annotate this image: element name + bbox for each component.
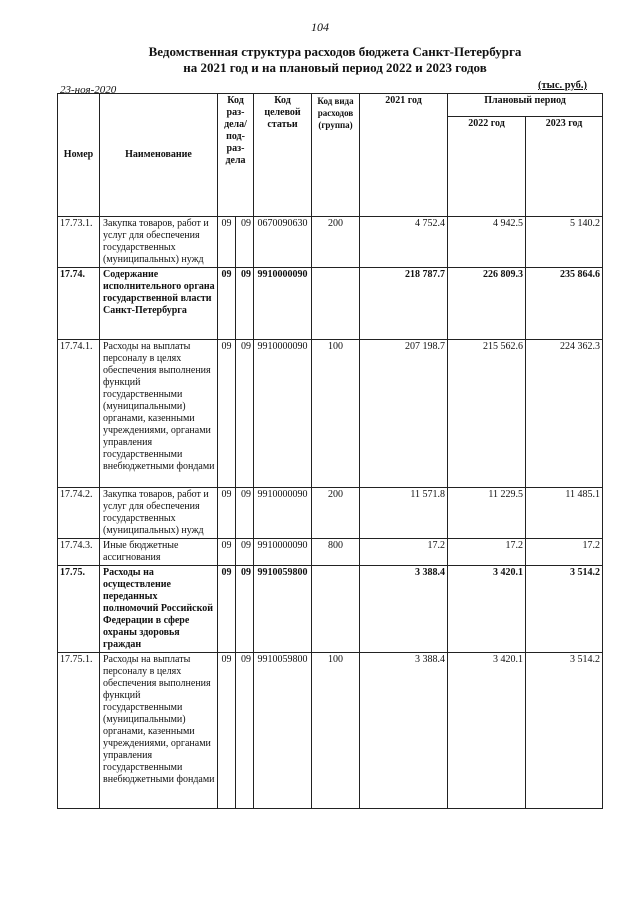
row-amount-2022: 11 229.5 <box>448 488 526 539</box>
row-number: 17.74.3. <box>58 539 100 566</box>
row-name: Закупка товаров, работ и услуг для обеспечения государственных (муниципальных) нужд <box>100 217 218 268</box>
title-line-1: Ведомственная структура расходов бюджета Санкт-Петербурга <box>148 44 522 59</box>
row-amount-2022: 226 809.3 <box>448 268 526 340</box>
row-expense-type <box>312 566 360 653</box>
row-amount-2022: 4 942.5 <box>448 217 526 268</box>
title-line-2: на 2021 год и на плановый период 2022 и 2023 годов <box>183 60 487 75</box>
row-amount-2021: 3 388.4 <box>360 566 448 653</box>
document-title <box>130 44 540 76</box>
row-expense-type: 100 <box>312 340 360 488</box>
header-target-code: Код целевой статьи <box>254 94 312 217</box>
header-number: Номер <box>58 94 100 217</box>
row-amount-2023: 3 514.2 <box>526 566 603 653</box>
header-plan-period: Плановый период <box>448 94 603 117</box>
row-amount-2021: 207 198.7 <box>360 340 448 488</box>
row-expense-type: 800 <box>312 539 360 566</box>
units-label: (тыс. руб.) <box>538 80 587 91</box>
row-expense-type: 200 <box>312 488 360 539</box>
row-target-code: 0670090630 <box>254 217 312 268</box>
table-row <box>58 340 603 488</box>
row-name: Иные бюджетные ассигнования <box>100 539 218 566</box>
table-row <box>58 268 603 340</box>
row-section: 09 <box>218 653 236 809</box>
document-date: 23-ноя-2020 <box>60 84 117 96</box>
header-name: Наименование <box>100 94 218 217</box>
header-2022: 2022 год <box>448 116 526 216</box>
row-amount-2021: 17.2 <box>360 539 448 566</box>
row-number: 17.74. <box>58 268 100 340</box>
row-subsection: 09 <box>236 653 254 809</box>
row-subsection: 09 <box>236 217 254 268</box>
row-amount-2022: 3 420.1 <box>448 566 526 653</box>
row-amount-2021: 11 571.8 <box>360 488 448 539</box>
row-target-code: 9910059800 <box>254 566 312 653</box>
row-subsection: 09 <box>236 566 254 653</box>
page-number: 104 <box>311 20 329 34</box>
table-row <box>58 217 603 268</box>
row-amount-2023: 224 362.3 <box>526 340 603 488</box>
row-expense-type <box>312 268 360 340</box>
row-amount-2023: 235 864.6 <box>526 268 603 340</box>
row-name: Расходы на осуществление переданных полномочий Российской Федерации в сфере охраны здоровья граждан <box>100 566 218 653</box>
row-amount-2021: 4 752.4 <box>360 217 448 268</box>
row-target-code: 9910000090 <box>254 340 312 488</box>
row-name: Расходы на выплаты персоналу в целях обеспечения выполнения функций государственными (муниципальными) органами, казенными учреждениями, органами управления государственными внебюджетными фондами <box>100 340 218 488</box>
row-target-code: 9910000090 <box>254 539 312 566</box>
row-name: Содержание исполнительного органа государственной власти Санкт-Петербурга <box>100 268 218 340</box>
budget-table <box>57 93 603 809</box>
row-expense-type: 100 <box>312 653 360 809</box>
row-number: 17.75. <box>58 566 100 653</box>
row-expense-type: 200 <box>312 217 360 268</box>
header-2023: 2023 год <box>526 116 603 216</box>
row-amount-2022: 17.2 <box>448 539 526 566</box>
row-number: 17.73.1. <box>58 217 100 268</box>
row-target-code: 9910059800 <box>254 653 312 809</box>
row-section: 09 <box>218 566 236 653</box>
row-amount-2022: 215 562.6 <box>448 340 526 488</box>
table-row <box>58 539 603 566</box>
row-name: Закупка товаров, работ и услуг для обеспечения государственных (муниципальных) нужд <box>100 488 218 539</box>
row-subsection: 09 <box>236 539 254 566</box>
row-target-code: 9910000090 <box>254 488 312 539</box>
row-subsection: 09 <box>236 488 254 539</box>
header-2021: 2021 год <box>360 94 448 217</box>
header-expense-type: Код вида расходов (группа) <box>312 94 360 217</box>
table-row <box>58 566 603 653</box>
row-name: Расходы на выплаты персоналу в целях обеспечения выполнения функций государственными (муниципальными) органами, казенными учреждениями, органами управления государственными внебюджетными фондами <box>100 653 218 809</box>
row-number: 17.75.1. <box>58 653 100 809</box>
row-amount-2023: 3 514.2 <box>526 653 603 809</box>
row-amount-2022: 3 420.1 <box>448 653 526 809</box>
row-number: 17.74.2. <box>58 488 100 539</box>
row-target-code: 9910000090 <box>254 268 312 340</box>
row-section: 09 <box>218 488 236 539</box>
row-subsection: 09 <box>236 268 254 340</box>
row-subsection: 09 <box>236 340 254 488</box>
row-amount-2023: 5 140.2 <box>526 217 603 268</box>
row-section: 09 <box>218 539 236 566</box>
table-row <box>58 653 603 809</box>
header-section-code: Код раз- дела/ под- раз- дела <box>218 94 254 217</box>
row-section: 09 <box>218 340 236 488</box>
row-amount-2021: 218 787.7 <box>360 268 448 340</box>
row-amount-2023: 11 485.1 <box>526 488 603 539</box>
row-amount-2023: 17.2 <box>526 539 603 566</box>
row-section: 09 <box>218 268 236 340</box>
row-amount-2021: 3 388.4 <box>360 653 448 809</box>
row-section: 09 <box>218 217 236 268</box>
row-number: 17.74.1. <box>58 340 100 488</box>
table-row <box>58 488 603 539</box>
